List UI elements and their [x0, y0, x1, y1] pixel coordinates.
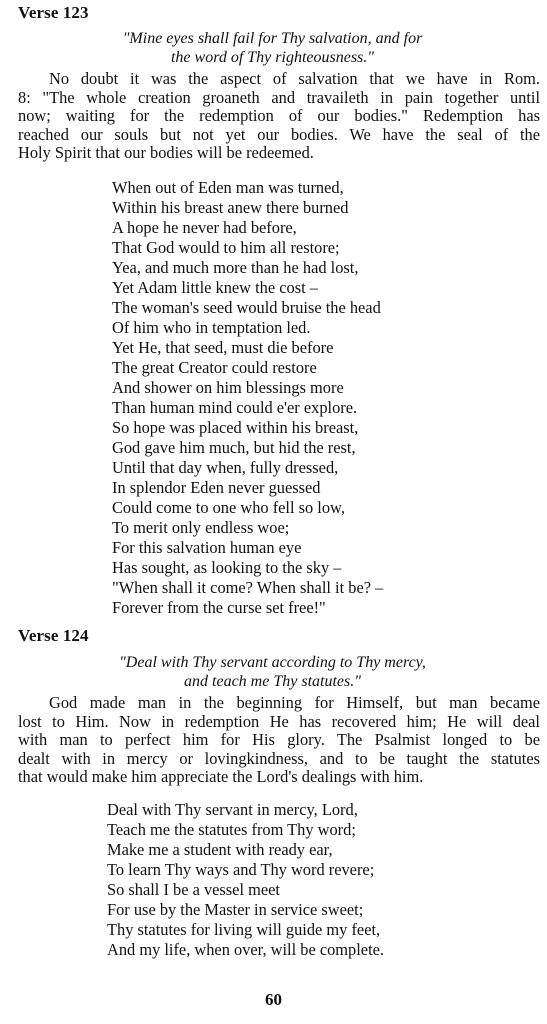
- prose-line: Holy Spirit that our bodies will be redeemed.: [18, 143, 314, 163]
- poem-line: For use by the Master in service sweet;: [107, 900, 364, 919]
- poem-line: Yea, and much more than he had lost,: [112, 258, 359, 277]
- poem-line: To learn Thy ways and Thy word revere;: [107, 860, 375, 879]
- prose-line: now; waiting for the redemption of our bodies." Redemption has: [18, 106, 540, 126]
- poem-line: Thy statutes for living will guide my feet,: [107, 920, 381, 939]
- quote-line: "Mine eyes shall fail for Thy salvation, and for: [122, 30, 423, 47]
- poem-line: So hope was placed within his breast,: [112, 418, 359, 437]
- poem-line: Of him who in temptation led.: [112, 318, 311, 337]
- poem-line: Within his breast anew there burned: [112, 198, 349, 217]
- commentary-paragraph: [18, 70, 540, 163]
- poem-line: To merit only endless woe;: [112, 518, 290, 537]
- verse-heading: Verse 124: [18, 626, 89, 645]
- verse-heading: Verse 123: [18, 3, 89, 22]
- poem-line: The woman's seed would bruise the head: [112, 298, 381, 317]
- verse-quote: [18, 654, 527, 691]
- prose-line: reached our souls but not yet our bodies. We have the seal of the: [18, 124, 540, 144]
- poem-line: "When shall it come? When shall it be? –: [112, 578, 384, 597]
- poem-line: The great Creator could restore: [112, 358, 317, 377]
- quote-line: the word of Thy righteousness.": [170, 48, 374, 66]
- poem-line: Than human mind could e'er explore.: [112, 398, 358, 417]
- verse-quote: [18, 30, 527, 67]
- poem-line: Until that day when, fully dressed,: [112, 458, 339, 477]
- prose-line: lost to Him. Now in redemption He has recovered him; He will deal: [18, 711, 540, 731]
- poem-line: Teach me the statutes from Thy word;: [107, 820, 356, 839]
- poem-line: Has sought, as looking to the sky –: [112, 558, 342, 577]
- poem-line: And my life, when over, will be complete.: [107, 940, 384, 959]
- poem-line: And shower on him blessings more: [112, 378, 344, 397]
- poem-line: So shall I be a vessel meet: [107, 880, 280, 899]
- prose-line: dealt with in mercy or lovingkindness, and to be taught the statutes: [18, 748, 540, 768]
- poem-line: When out of Eden man was turned,: [112, 178, 344, 197]
- poem-line: In splendor Eden never guessed: [112, 478, 321, 497]
- poem-line: Forever from the curse set free!": [112, 598, 326, 617]
- poem-line: Yet Adam little knew the cost –: [112, 278, 318, 297]
- poem-line: Deal with Thy servant in mercy, Lord,: [107, 800, 358, 819]
- commentary-paragraph: [18, 694, 540, 787]
- page-number: 60: [265, 990, 282, 1009]
- poem-line: A hope he never had before,: [112, 218, 297, 237]
- prose-line: 8: "The whole creation groaneth and travaileth in pain together until: [18, 87, 540, 107]
- poem: [112, 178, 383, 618]
- prose-line: God made man in the beginning for Himself, but man became: [49, 693, 540, 712]
- poem-line: For this salvation human eye: [112, 538, 302, 557]
- poem-line: Make me a student with ready ear,: [107, 840, 333, 859]
- poem: [107, 800, 384, 960]
- quote-line: and teach me Thy statutes.": [184, 672, 361, 690]
- quote-line: "Deal with Thy servant according to Thy mercy,: [119, 654, 426, 671]
- poem-line: God gave him much, but hid the rest,: [112, 438, 356, 457]
- prose-line: that would make him appreciate the Lord's dealings with him.: [18, 767, 424, 787]
- prose-line: No doubt it was the aspect of salvation that we have in Rom.: [49, 69, 540, 88]
- poem-line: Yet He, that seed, must die before: [112, 338, 334, 357]
- prose-line: with man to perfect him for His glory. The Psalmist longed to be: [18, 730, 540, 750]
- poem-line: Could come to one who fell so low,: [112, 498, 345, 517]
- poem-line: That God would to him all restore;: [112, 238, 340, 257]
